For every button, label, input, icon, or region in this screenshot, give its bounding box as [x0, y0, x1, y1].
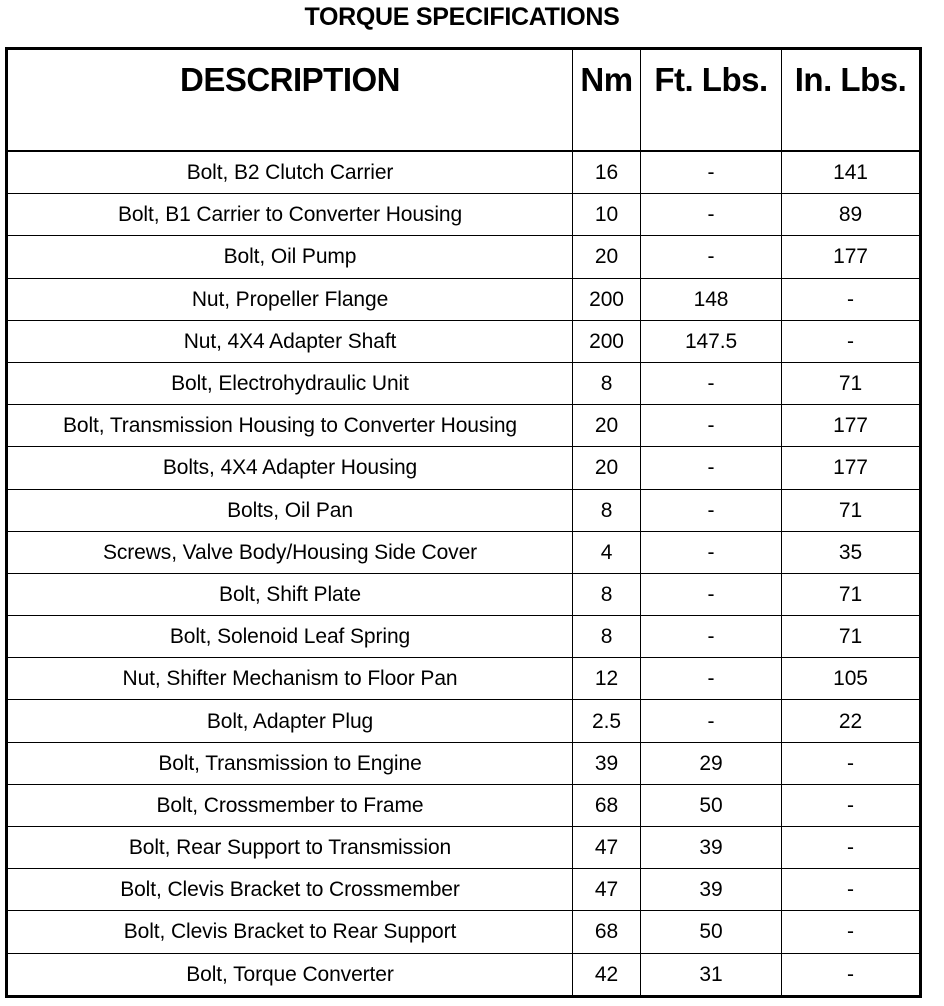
column-header-in-lbs: In. Lbs.	[782, 49, 921, 152]
cell-in-lbs: -	[782, 742, 921, 784]
table-row	[7, 784, 921, 826]
cell-in-lbs: 177	[782, 405, 921, 447]
cell-description: Bolt, Shift Plate	[7, 573, 573, 615]
cell-nm: 12	[573, 658, 641, 700]
cell-in-lbs: 89	[782, 194, 921, 236]
table-row	[7, 869, 921, 911]
cell-description: Bolt, Electrohydraulic Unit	[7, 362, 573, 404]
cell-description: Bolts, Oil Pan	[7, 489, 573, 531]
cell-description: Nut, Propeller Flange	[7, 278, 573, 320]
cell-in-lbs: 71	[782, 362, 921, 404]
cell-nm: 16	[573, 151, 641, 194]
cell-nm: 8	[573, 362, 641, 404]
cell-nm: 42	[573, 953, 641, 996]
cell-in-lbs: -	[782, 911, 921, 953]
cell-description: Bolt, Oil Pump	[7, 236, 573, 278]
cell-description: Nut, Shifter Mechanism to Floor Pan	[7, 658, 573, 700]
cell-nm: 200	[573, 278, 641, 320]
cell-nm: 47	[573, 869, 641, 911]
cell-in-lbs: -	[782, 827, 921, 869]
cell-description: Screws, Valve Body/Housing Side Cover	[7, 531, 573, 573]
cell-in-lbs: 71	[782, 489, 921, 531]
cell-in-lbs: 177	[782, 236, 921, 278]
table-row	[7, 320, 921, 362]
cell-ft-lbs: 31	[641, 953, 782, 996]
cell-description: Bolt, Transmission to Engine	[7, 742, 573, 784]
cell-description: Bolt, B1 Carrier to Converter Housing	[7, 194, 573, 236]
cell-description: Nut, 4X4 Adapter Shaft	[7, 320, 573, 362]
table-row	[7, 616, 921, 658]
cell-nm: 20	[573, 405, 641, 447]
cell-description: Bolt, Adapter Plug	[7, 700, 573, 742]
table-row	[7, 278, 921, 320]
cell-nm: 47	[573, 827, 641, 869]
cell-in-lbs: 35	[782, 531, 921, 573]
table-row	[7, 362, 921, 404]
cell-ft-lbs: -	[641, 658, 782, 700]
table-row	[7, 953, 921, 996]
cell-in-lbs: 71	[782, 616, 921, 658]
cell-nm: 8	[573, 616, 641, 658]
cell-nm: 8	[573, 489, 641, 531]
cell-in-lbs: -	[782, 869, 921, 911]
table-row	[7, 742, 921, 784]
column-header-ft-lbs: Ft. Lbs.	[641, 49, 782, 152]
table-row	[7, 236, 921, 278]
header-row	[7, 49, 921, 152]
cell-nm: 68	[573, 784, 641, 826]
table-row	[7, 489, 921, 531]
cell-ft-lbs: 39	[641, 869, 782, 911]
cell-ft-lbs: -	[641, 573, 782, 615]
cell-ft-lbs: 147.5	[641, 320, 782, 362]
cell-ft-lbs: -	[641, 447, 782, 489]
table-row	[7, 531, 921, 573]
cell-nm: 39	[573, 742, 641, 784]
cell-in-lbs: 22	[782, 700, 921, 742]
table-row	[7, 194, 921, 236]
cell-description: Bolt, Rear Support to Transmission	[7, 827, 573, 869]
cell-in-lbs: 141	[782, 151, 921, 194]
torque-spec-table	[5, 47, 922, 998]
table-row	[7, 405, 921, 447]
cell-ft-lbs: -	[641, 362, 782, 404]
cell-ft-lbs: -	[641, 700, 782, 742]
column-header-description: DESCRIPTION	[7, 49, 573, 152]
column-header-nm: Nm	[573, 49, 641, 152]
cell-ft-lbs: -	[641, 405, 782, 447]
cell-in-lbs: -	[782, 784, 921, 826]
cell-description: Bolt, Crossmember to Frame	[7, 784, 573, 826]
cell-ft-lbs: 148	[641, 278, 782, 320]
cell-ft-lbs: 50	[641, 784, 782, 826]
cell-nm: 10	[573, 194, 641, 236]
cell-ft-lbs: -	[641, 151, 782, 194]
cell-nm: 200	[573, 320, 641, 362]
cell-ft-lbs: -	[641, 489, 782, 531]
page-title: TORQUE SPECIFICATIONS	[304, 3, 620, 31]
table-row	[7, 700, 921, 742]
cell-nm: 20	[573, 447, 641, 489]
cell-description: Bolt, Transmission Housing to Converter Housing	[7, 405, 573, 447]
cell-ft-lbs: -	[641, 531, 782, 573]
cell-description: Bolt, Torque Converter	[7, 953, 573, 996]
cell-description: Bolt, Clevis Bracket to Crossmember	[7, 869, 573, 911]
cell-nm: 2.5	[573, 700, 641, 742]
table-row	[7, 573, 921, 615]
cell-description: Bolts, 4X4 Adapter Housing	[7, 447, 573, 489]
cell-ft-lbs: -	[641, 194, 782, 236]
cell-description: Bolt, Clevis Bracket to Rear Support	[7, 911, 573, 953]
cell-ft-lbs: 39	[641, 827, 782, 869]
cell-ft-lbs: -	[641, 236, 782, 278]
cell-in-lbs: -	[782, 278, 921, 320]
table-body	[7, 151, 921, 996]
cell-ft-lbs: -	[641, 616, 782, 658]
cell-in-lbs: -	[782, 320, 921, 362]
cell-ft-lbs: 50	[641, 911, 782, 953]
table-row	[7, 658, 921, 700]
cell-description: Bolt, B2 Clutch Carrier	[7, 151, 573, 194]
cell-in-lbs: 105	[782, 658, 921, 700]
cell-nm: 68	[573, 911, 641, 953]
table-row	[7, 447, 921, 489]
table-row	[7, 151, 921, 194]
cell-in-lbs: -	[782, 953, 921, 996]
cell-in-lbs: 71	[782, 573, 921, 615]
cell-in-lbs: 177	[782, 447, 921, 489]
table-row	[7, 911, 921, 953]
cell-description: Bolt, Solenoid Leaf Spring	[7, 616, 573, 658]
cell-ft-lbs: 29	[641, 742, 782, 784]
cell-nm: 8	[573, 573, 641, 615]
table-row	[7, 827, 921, 869]
cell-nm: 20	[573, 236, 641, 278]
cell-nm: 4	[573, 531, 641, 573]
